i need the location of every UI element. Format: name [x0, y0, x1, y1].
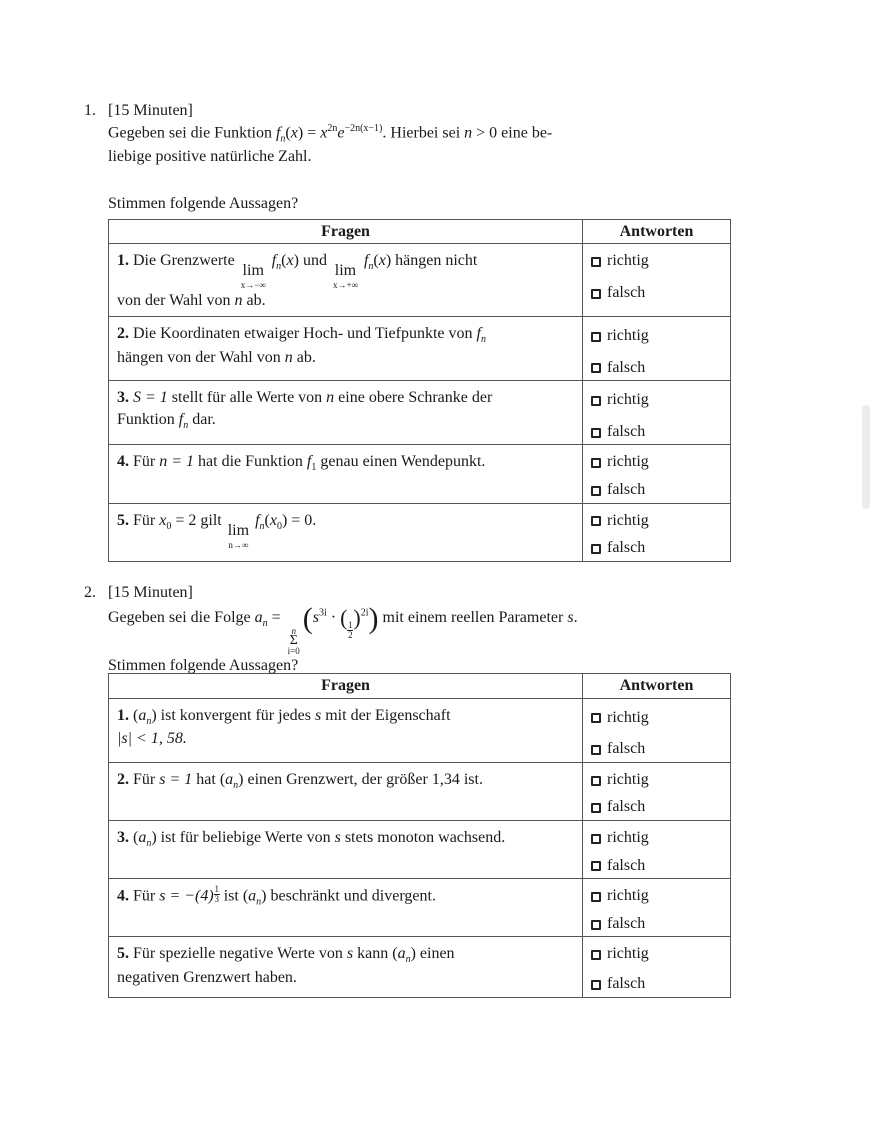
checkbox-icon[interactable] — [591, 745, 601, 755]
table-row — [109, 244, 731, 317]
option-falsch[interactable]: falsch — [591, 796, 722, 818]
lead-text: Stimmen folgende Aussagen? — [108, 195, 299, 213]
answer-cell — [583, 698, 731, 762]
option-richtig[interactable]: richtig — [591, 250, 722, 272]
answer-cell — [583, 762, 731, 820]
column-header-antworten: Antworten — [583, 219, 731, 244]
option-falsch[interactable]: falsch — [591, 973, 722, 995]
checkbox-icon[interactable] — [591, 458, 601, 468]
option-falsch[interactable]: falsch — [591, 479, 722, 501]
lead-text: Stimmen folgende Aussagen? — [108, 657, 299, 675]
option-falsch[interactable]: falsch — [591, 357, 722, 379]
question-text: 3. $(a_n)$ ist für beliebige Werte von s stets monoton wachsend. — [109, 820, 583, 878]
option-richtig[interactable]: richtig — [591, 885, 722, 907]
table-row — [109, 762, 731, 820]
answer-cell — [583, 445, 731, 503]
question-text: 4. Für n = 1 hat die Funktion $f_1$ genau einen Wendepunkt. — [109, 445, 583, 503]
table-row — [109, 445, 731, 503]
question-text: 2. Die Koordinaten etwaiger Hoch- und Tiefpunkte von $f_n$ hängen von der Wahl von n ab. — [109, 316, 583, 380]
option-richtig[interactable]: richtig — [591, 827, 722, 849]
option-richtig[interactable]: richtig — [591, 943, 722, 965]
checkbox-icon[interactable] — [591, 834, 601, 844]
column-header-antworten: Antworten — [583, 673, 731, 698]
option-richtig[interactable]: richtig — [591, 510, 722, 532]
checkbox-icon[interactable] — [591, 920, 601, 930]
answer-cell — [583, 244, 731, 317]
problem-number: 1. — [84, 102, 96, 119]
option-falsch[interactable]: falsch — [591, 282, 722, 304]
table-row — [109, 381, 731, 445]
checkbox-icon[interactable] — [591, 516, 601, 526]
table-row — [109, 879, 731, 937]
option-falsch[interactable]: falsch — [591, 537, 722, 559]
option-richtig[interactable]: richtig — [591, 707, 722, 729]
answer-cell — [583, 937, 731, 997]
question-text: 4. Für s = −(4) $^{\frac{1}{3}}$ ist $(a_n)$ beschränkt und divergent. — [109, 879, 583, 937]
table-row — [109, 937, 731, 997]
question-text: 5. Für $x_0 = 2$ gilt lim n→∞ $f_n(x_0) = 0$. — [109, 503, 583, 561]
option-falsch[interactable]: falsch — [591, 738, 722, 760]
checkbox-icon[interactable] — [591, 892, 601, 902]
checkbox-icon[interactable] — [591, 363, 601, 373]
answer-cell — [583, 381, 731, 445]
table-row — [109, 503, 731, 561]
option-falsch[interactable]: falsch — [591, 913, 722, 935]
problem-2 — [84, 582, 744, 998]
answer-cell — [583, 879, 731, 937]
option-richtig[interactable]: richtig — [591, 325, 722, 347]
checkbox-icon[interactable] — [591, 980, 601, 990]
checkbox-icon[interactable] — [591, 713, 601, 723]
checkbox-icon[interactable] — [591, 776, 601, 786]
problem-time: [15 Minuten] — [108, 102, 193, 119]
table-row — [109, 316, 731, 380]
checkbox-icon[interactable] — [591, 861, 601, 871]
question-table-1 — [108, 219, 731, 562]
problem-intro: Gegeben sei die Folge $a_n$ = n Σ i=0 ($s^{3i}$ · ( $\frac{1}{2}$ )$^{2i}$) mit einem reellen Parameter s. — [108, 601, 578, 657]
question-table-2 — [108, 673, 731, 998]
problem-intro: Gegeben sei die Funktion $f_n(x) = x^{2n}e^{-2n(x-1)}$. Hierbei sei n > 0 eine be- liebige positive natürliche Zahl. — [108, 122, 553, 165]
scrollbar-thumb[interactable] — [862, 405, 870, 509]
option-falsch[interactable]: falsch — [591, 855, 722, 877]
answer-cell — [583, 820, 731, 878]
checkbox-icon[interactable] — [591, 803, 601, 813]
column-header-fragen: Fragen — [109, 673, 583, 698]
checkbox-icon[interactable] — [591, 257, 601, 267]
answer-cell — [583, 503, 731, 561]
question-text: 1. Die Grenzwerte lim x→−∞ $f_n(x)$ und lim x→+∞ $f_n(x)$ hängen nicht von der Wahl von n ab. — [109, 244, 583, 317]
checkbox-icon[interactable] — [591, 289, 601, 299]
option-richtig[interactable]: richtig — [591, 451, 722, 473]
answer-cell — [583, 316, 731, 380]
problem-time: [15 Minuten] — [108, 584, 193, 601]
question-text: 5. Für spezielle negative Werte von s kann $(a_n)$ einen negativen Grenzwert haben. — [109, 937, 583, 997]
checkbox-icon[interactable] — [591, 428, 601, 438]
question-text: 1. $(a_n)$ ist konvergent für jedes s mit der Eigenschaft |s| < 1, 58. — [109, 698, 583, 762]
problem-1 — [84, 100, 744, 562]
checkbox-icon[interactable] — [591, 950, 601, 960]
checkbox-icon[interactable] — [591, 396, 601, 406]
column-header-fragen: Fragen — [109, 219, 583, 244]
checkbox-icon[interactable] — [591, 544, 601, 554]
checkbox-icon[interactable] — [591, 332, 601, 342]
table-row — [109, 820, 731, 878]
checkbox-icon[interactable] — [591, 486, 601, 496]
option-richtig[interactable]: richtig — [591, 769, 722, 791]
option-richtig[interactable]: richtig — [591, 389, 722, 411]
problem-number: 2. — [84, 584, 96, 601]
option-falsch[interactable]: falsch — [591, 421, 722, 443]
table-row — [109, 698, 731, 762]
question-text: 3. S = 1 stellt für alle Werte von n eine obere Schranke der Funktion $f_n$ dar. — [109, 381, 583, 445]
question-text: 2. Für s = 1 hat $(a_n)$ einen Grenzwert, der größer 1,34 ist. — [109, 762, 583, 820]
